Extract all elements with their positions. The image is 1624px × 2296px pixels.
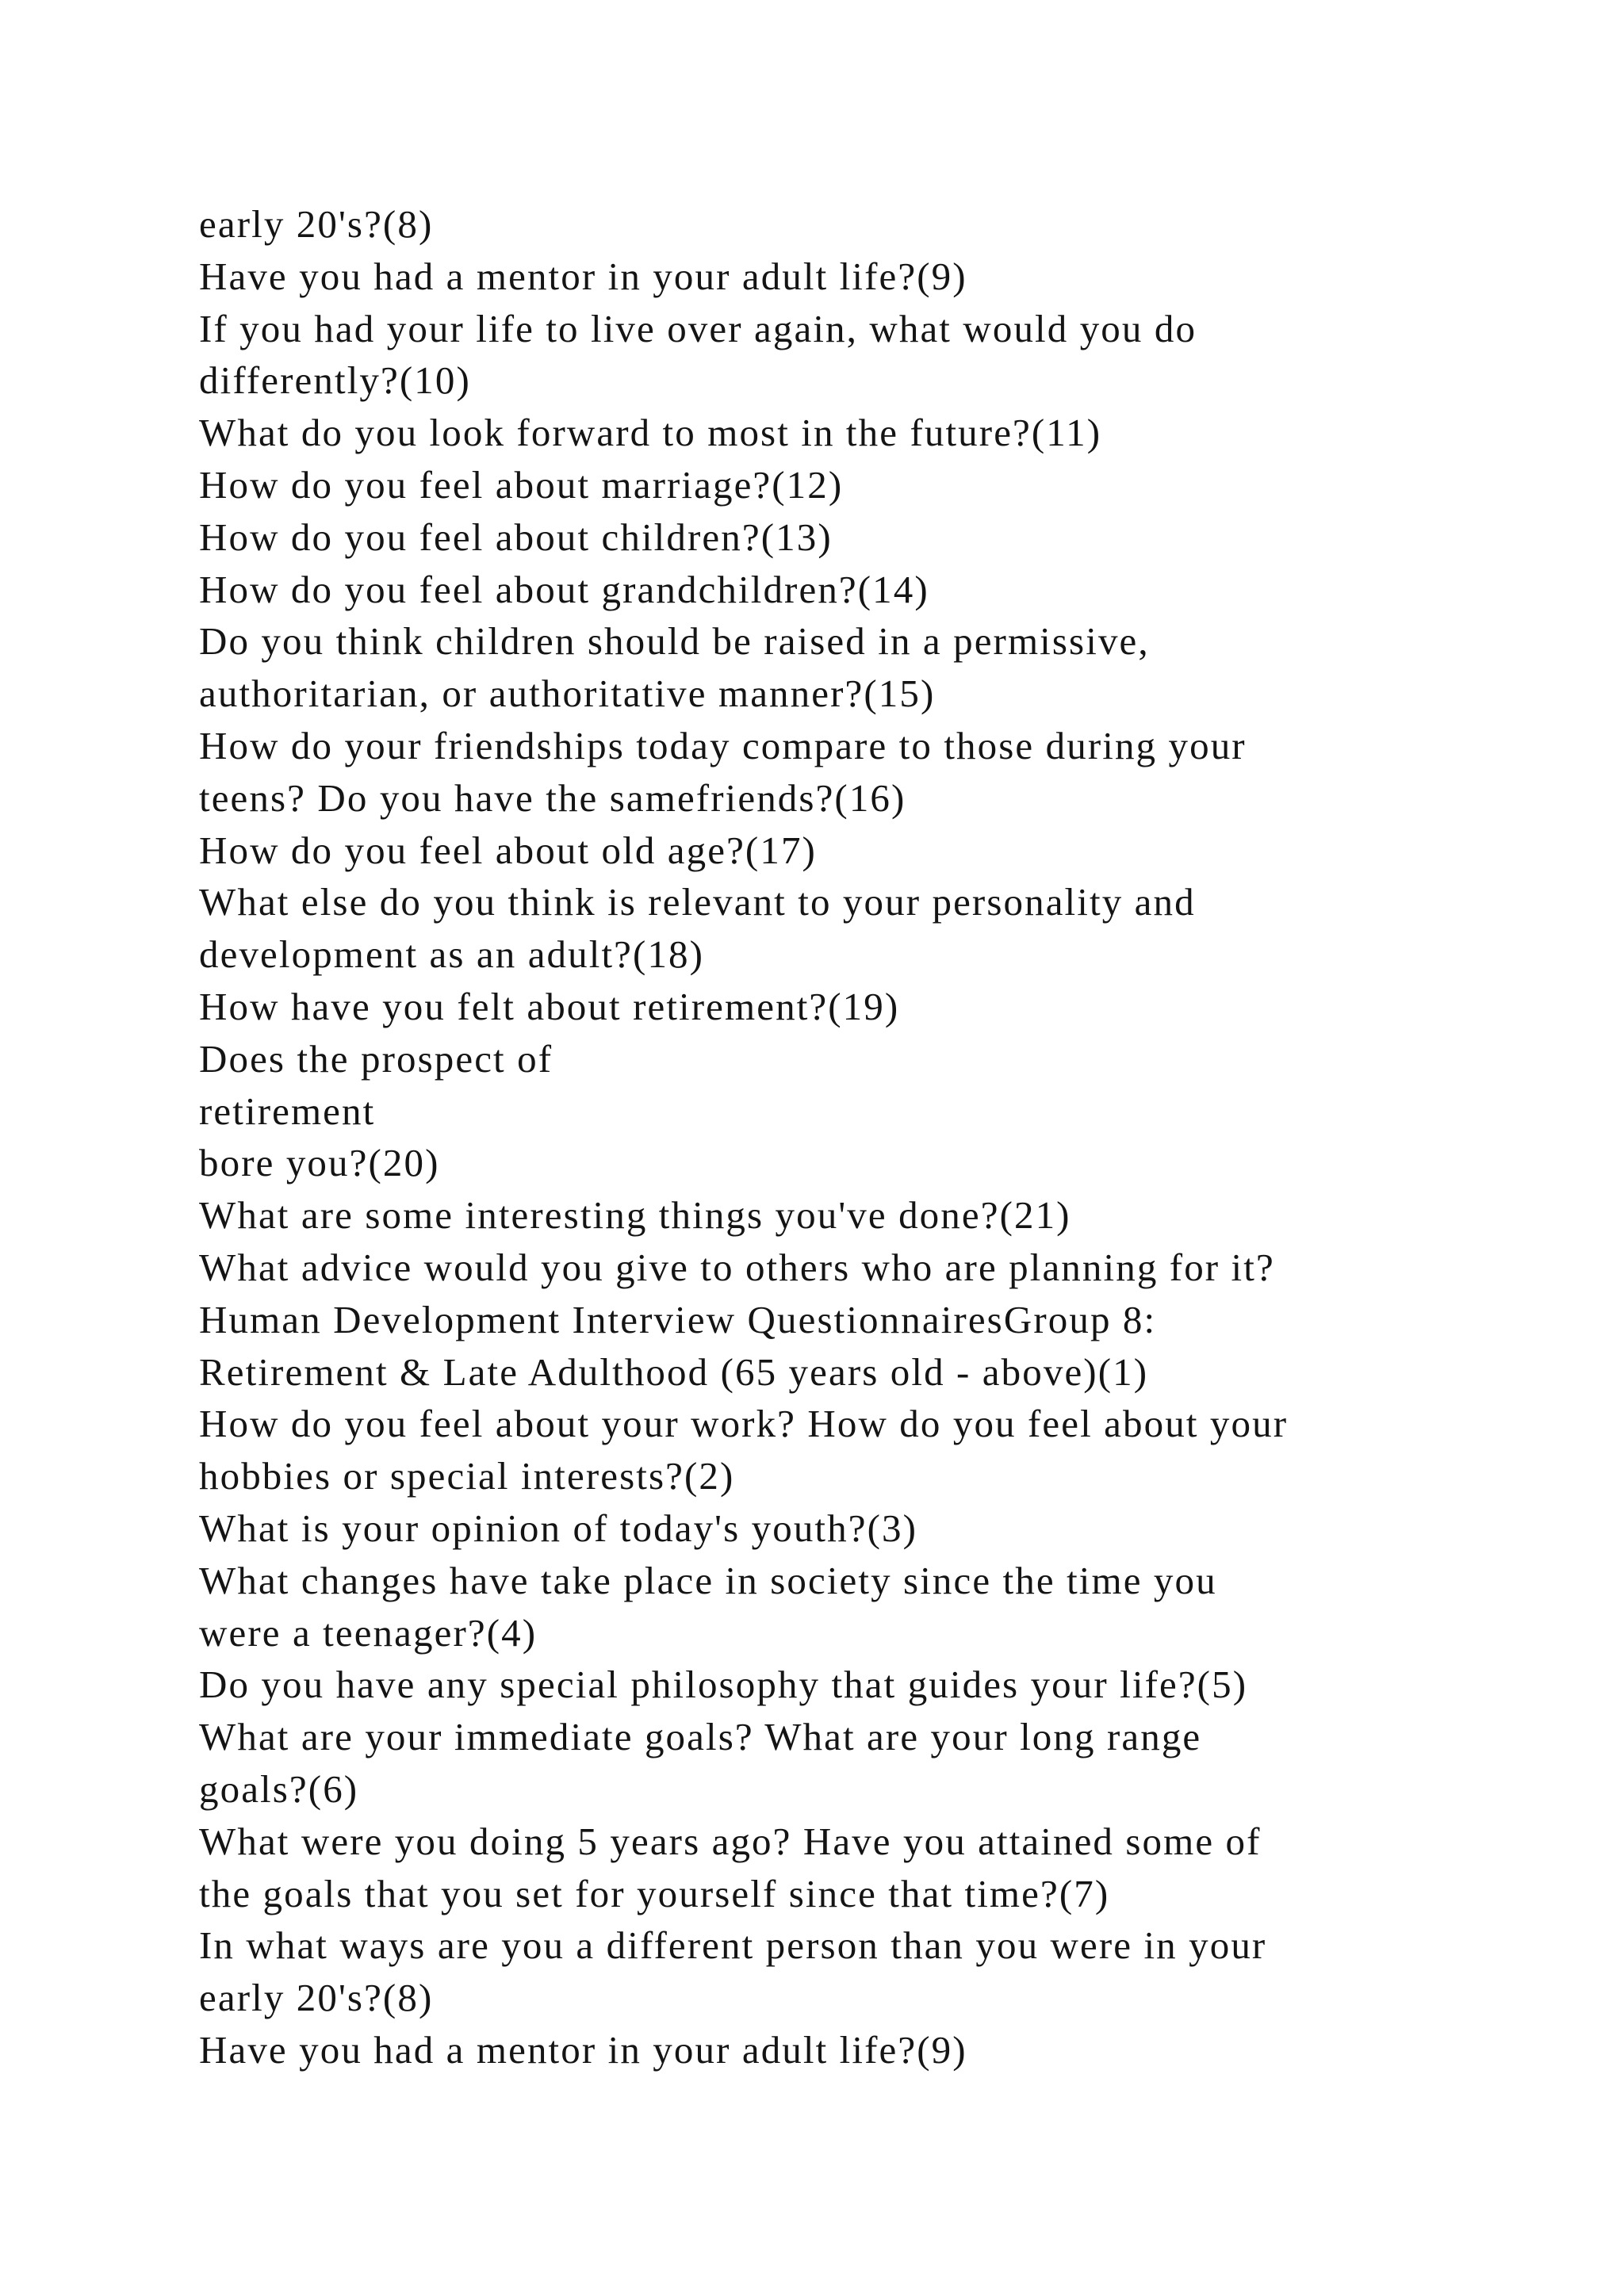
text-line: teens? Do you have the samefriends?(16) <box>199 775 906 820</box>
text-line: retirement <box>199 1089 376 1133</box>
text-line: differently?(10) <box>199 358 471 403</box>
text-line: What are your immediate goals? What are your long range <box>199 1715 1202 1759</box>
text-line: How do your friendships today compare to those during your <box>199 723 1247 767</box>
text-line: were a teenager?(4) <box>199 1610 538 1655</box>
text-line: Have you had a mentor in your adult life?(9) <box>199 254 967 298</box>
text-line: development as an adult?(18) <box>199 932 705 977</box>
text-line: How do you feel about your work? How do you feel about your <box>199 1402 1289 1446</box>
text-line: Retirement & Late Adulthood (65 years old - above)(1) <box>199 1349 1149 1394</box>
text-line: What is your opinion of today's youth?(3) <box>199 1506 918 1550</box>
text-line: authoritarian, or authoritative manner?(15) <box>199 672 936 716</box>
text-line: the goals that you set for yourself since that time?(7) <box>199 1871 1110 1915</box>
text-line: early 20's?(8) <box>199 202 434 246</box>
text-line: In what ways are you a different person than you were in your <box>199 1923 1267 1968</box>
text-line: What changes have take place in society since the time you <box>199 1558 1217 1602</box>
text-line: goals?(6) <box>199 1766 359 1811</box>
text-line: What else do you think is relevant to your personality and <box>199 880 1196 924</box>
text-line: If you had your life to live over again, what would you do <box>199 306 1197 350</box>
text-line: early 20's?(8) <box>199 1976 434 2020</box>
text-line: Human Development Interview QuestionnairesGroup 8: <box>199 1297 1157 1341</box>
questionnaire-text <box>199 198 1468 2076</box>
text-line: How have you felt about retirement?(19) <box>199 984 900 1028</box>
text-line: How do you feel about grandchildren?(14) <box>199 567 929 611</box>
text-line: What advice would you give to others who are planning for it? <box>199 1245 1275 1289</box>
text-line: bore you?(20) <box>199 1141 440 1185</box>
text-line: How do you feel about children?(13) <box>199 515 833 559</box>
text-line: Do you have any special philosophy that guides your life?(5) <box>199 1663 1248 1707</box>
text-line: How do you feel about old age?(17) <box>199 828 817 872</box>
text-line: hobbies or special interests?(2) <box>199 1454 735 1498</box>
text-line: Have you had a mentor in your adult life?(9) <box>199 2027 967 2072</box>
text-line: Does the prospect of <box>199 1036 553 1081</box>
text-line: Do you think children should be raised in a permissive, <box>199 619 1150 664</box>
text-line: What were you doing 5 years ago? Have you attained some of <box>199 1819 1262 1863</box>
text-line: What do you look forward to most in the future?(11) <box>199 411 1102 455</box>
text-line: What are some interesting things you've done?(21) <box>199 1193 1071 1238</box>
text-line: How do you feel about marriage?(12) <box>199 462 844 507</box>
